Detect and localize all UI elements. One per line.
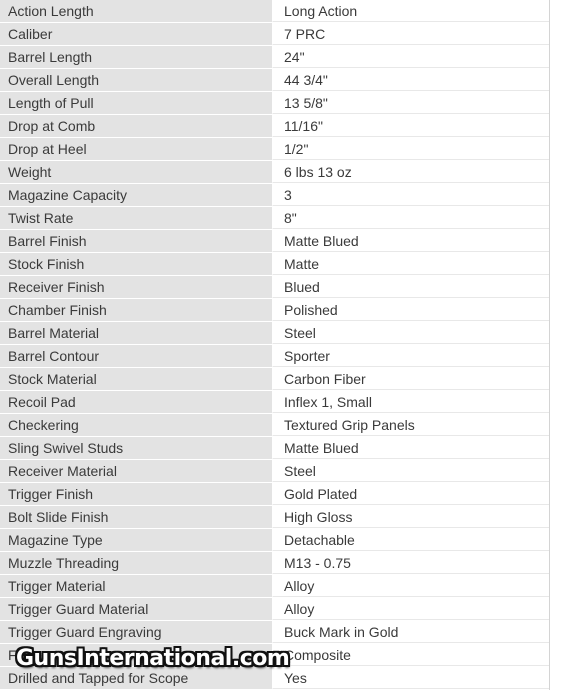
spec-label: Caliber xyxy=(0,23,272,45)
spec-value: Inflex 1, Small xyxy=(272,391,549,413)
spec-label: Barrel Length xyxy=(0,46,272,68)
spec-row xyxy=(0,598,549,621)
spec-row xyxy=(0,46,549,69)
spec-label: Magazine Capacity xyxy=(0,184,272,206)
spec-value: Alloy xyxy=(272,598,549,620)
spec-value: Steel xyxy=(272,322,549,344)
spec-row xyxy=(0,0,549,23)
spec-row xyxy=(0,276,549,299)
spec-label: Drilled and Tapped for Scope xyxy=(0,667,272,689)
spec-row xyxy=(0,230,549,253)
spec-label: Stock Material xyxy=(0,368,272,390)
spec-label: Trigger Material xyxy=(0,575,272,597)
spec-value: 11/16" xyxy=(272,115,549,137)
spec-value: Textured Grip Panels xyxy=(272,414,549,436)
spec-label: Chamber Finish xyxy=(0,299,272,321)
spec-value: Matte xyxy=(272,253,549,275)
spec-label: Recoil Pad xyxy=(0,391,272,413)
spec-value: Long Action xyxy=(272,0,549,22)
spec-value: 1/2" xyxy=(272,138,549,160)
spec-label: Barrel Finish xyxy=(0,230,272,252)
spec-label: Magazine Type xyxy=(0,529,272,551)
spec-label: F xyxy=(0,644,272,666)
spec-label: Trigger Guard Engraving xyxy=(0,621,272,643)
spec-label: Receiver Finish xyxy=(0,276,272,298)
spec-row xyxy=(0,138,549,161)
spec-value: High Gloss xyxy=(272,506,549,528)
spec-row xyxy=(0,23,549,46)
watermark-logo: GunsInternational.com xyxy=(16,646,290,671)
spec-value: M13 - 0.75 xyxy=(272,552,549,574)
spec-label: Weight xyxy=(0,161,272,183)
spec-value: 8" xyxy=(272,207,549,229)
spec-value: Carbon Fiber xyxy=(272,368,549,390)
spec-row xyxy=(0,483,549,506)
spec-row xyxy=(0,391,549,414)
spec-label: Trigger Guard Material xyxy=(0,598,272,620)
spec-label: Checkering xyxy=(0,414,272,436)
spec-value: Polished xyxy=(272,299,549,321)
spec-value: 44 3/4" xyxy=(272,69,549,91)
spec-label: Barrel Material xyxy=(0,322,272,344)
spec-value: Detachable xyxy=(272,529,549,551)
spec-label: Stock Finish xyxy=(0,253,272,275)
spec-value: Yes xyxy=(272,667,549,689)
spec-label: Length of Pull xyxy=(0,92,272,114)
spec-row xyxy=(0,575,549,598)
spec-row xyxy=(0,92,549,115)
spec-row xyxy=(0,667,549,690)
spec-label: Receiver Material xyxy=(0,460,272,482)
spec-value: Matte Blued xyxy=(272,230,549,252)
spec-label: Drop at Heel xyxy=(0,138,272,160)
spec-value: Blued xyxy=(272,276,549,298)
spec-row xyxy=(0,299,549,322)
spec-row xyxy=(0,115,549,138)
spec-row xyxy=(0,69,549,92)
spec-row xyxy=(0,368,549,391)
spec-row xyxy=(0,253,549,276)
spec-row xyxy=(0,460,549,483)
spec-row xyxy=(0,207,549,230)
spec-row xyxy=(0,345,549,368)
spec-value: 6 lbs 13 oz xyxy=(272,161,549,183)
spec-label: Action Length xyxy=(0,0,272,22)
spec-label: Sling Swivel Studs xyxy=(0,437,272,459)
spec-label: Muzzle Threading xyxy=(0,552,272,574)
spec-label: Trigger Finish xyxy=(0,483,272,505)
spec-value: Sporter xyxy=(272,345,549,367)
spec-row xyxy=(0,621,549,644)
spec-row xyxy=(0,437,549,460)
spec-row xyxy=(0,552,549,575)
spec-value: Steel xyxy=(272,460,549,482)
spec-row xyxy=(0,184,549,207)
spec-value: Gold Plated xyxy=(272,483,549,505)
spec-value: 3 xyxy=(272,184,549,206)
spec-label: Bolt Slide Finish xyxy=(0,506,272,528)
spec-label: Drop at Comb xyxy=(0,115,272,137)
spec-label: Twist Rate xyxy=(0,207,272,229)
spec-value: Composite xyxy=(272,644,549,666)
spec-row xyxy=(0,644,549,667)
spec-label: Overall Length xyxy=(0,69,272,91)
spec-label: Barrel Contour xyxy=(0,345,272,367)
spec-row xyxy=(0,529,549,552)
spec-row xyxy=(0,322,549,345)
spec-value: 7 PRC xyxy=(272,23,549,45)
spec-value: Matte Blued xyxy=(272,437,549,459)
spec-row xyxy=(0,506,549,529)
spec-value: 13 5/8" xyxy=(272,92,549,114)
spec-value: Buck Mark in Gold xyxy=(272,621,549,643)
spec-row xyxy=(0,161,549,184)
spec-value: Alloy xyxy=(272,575,549,597)
spec-row xyxy=(0,414,549,437)
spec-value: 24" xyxy=(272,46,549,68)
